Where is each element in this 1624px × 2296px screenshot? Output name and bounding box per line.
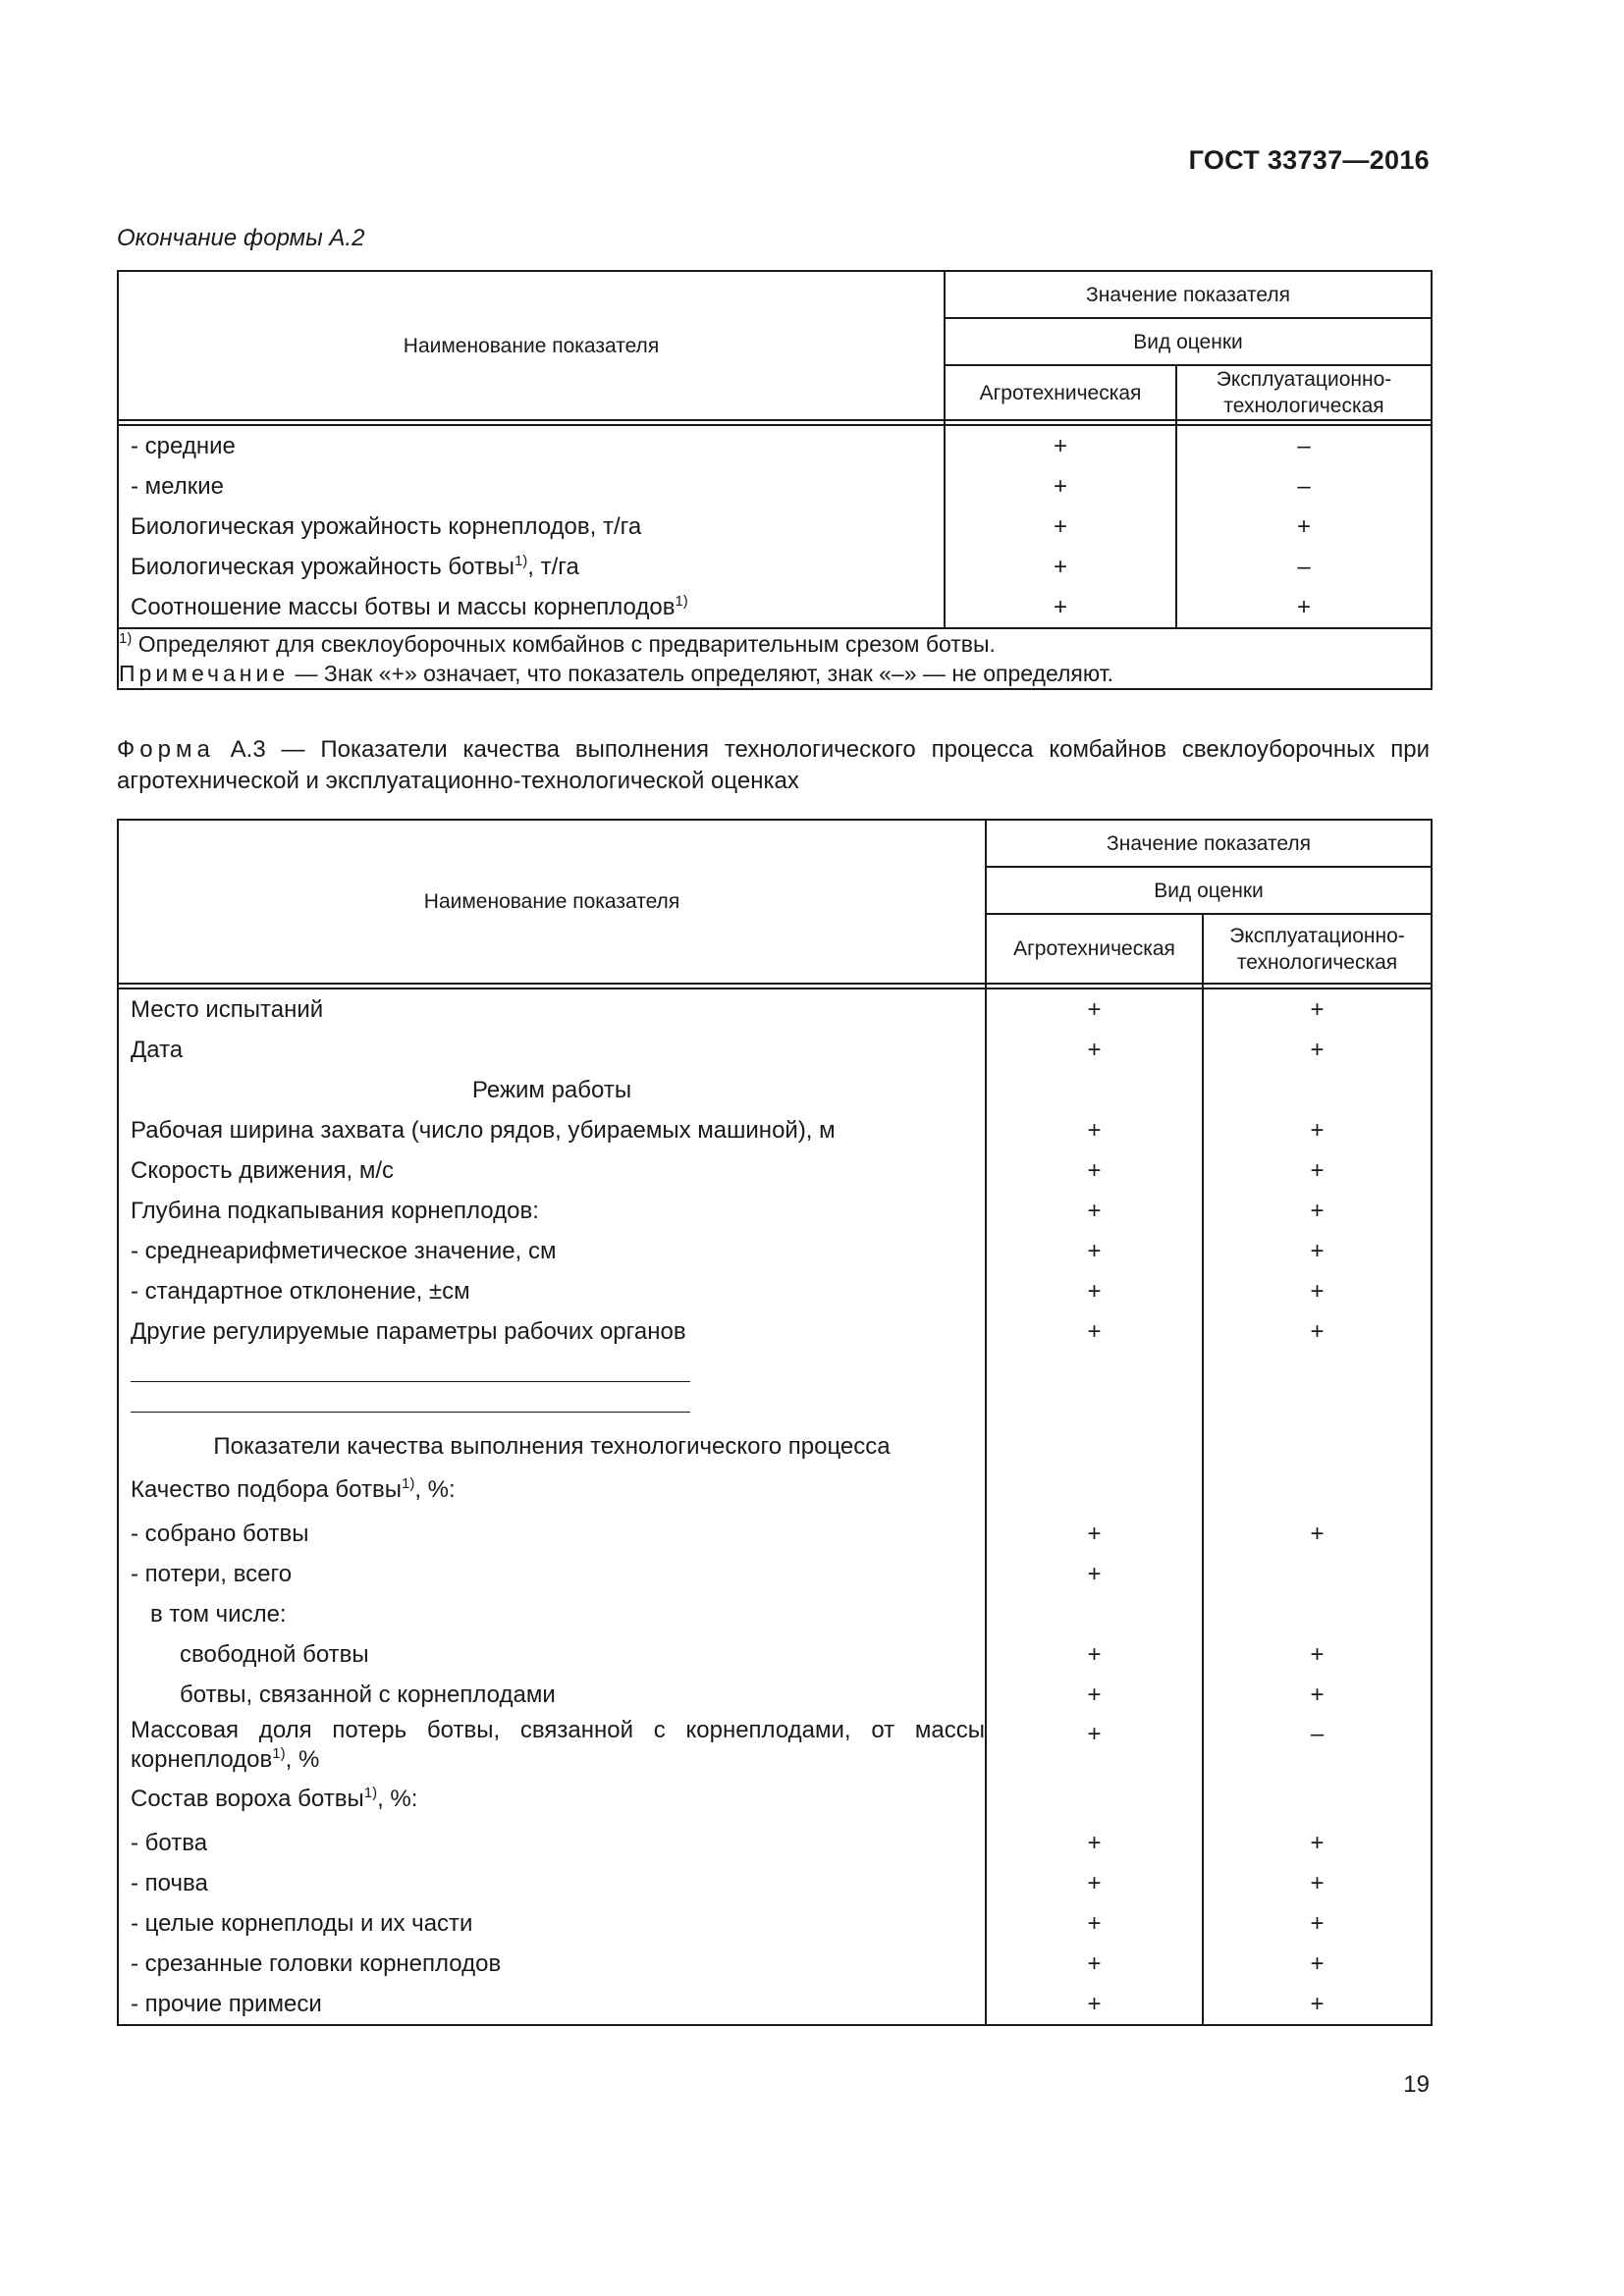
table-row: Другие регулируемые параметры рабочих органов + +	[118, 1311, 1432, 1352]
table-footnote: $^{1)}$ Определяют для свеклоуборочных комбайнов с предварительным срезом ботвы. Примечание — Знак «+» означает, что показатель определяют, знак «–» — не определяют.	[118, 628, 1432, 689]
table-row: Глубина подкапывания корнеплодов: + +	[118, 1191, 1432, 1231]
header-expl: Эксплуатационно- технологическая	[1176, 365, 1432, 420]
header-name: Наименование показателя	[118, 271, 945, 420]
table-row: - собрано ботвы + +	[118, 1514, 1432, 1554]
document-code: ГОСТ 33737—2016	[1188, 145, 1430, 175]
table-row: - срезанные головки корнеплодов + +	[118, 1944, 1432, 1984]
table-row: - ботва + +	[118, 1823, 1432, 1863]
table-row: ботвы, связанной с корнеплодами + +	[118, 1675, 1432, 1715]
table-row: в том числе:	[118, 1594, 1432, 1634]
header-kind: Вид оценки	[945, 318, 1432, 365]
table-row: Состав вороха ботвы$^{1)}$, %:	[118, 1776, 1432, 1823]
page-number: 19	[1403, 2071, 1430, 2098]
section-heading-mode: Режим работы	[118, 1070, 1432, 1110]
table-row: - потери, всего +	[118, 1554, 1432, 1594]
table-row: - почва + +	[118, 1863, 1432, 1903]
table-row: Качество подбора ботвы$^{1)}$, %:	[118, 1467, 1432, 1514]
table-row: Биологическая урожайность ботвы$^{1)}$, т/га + –	[118, 547, 1432, 587]
table-row: Массовая доля потерь ботвы, связанной с корнеплодами, от массы корнеплодов$^{1)}$, % + –	[118, 1715, 1432, 1776]
table-row: Соотношение массы ботвы и массы корнеплодов$^{1)}$ + +	[118, 587, 1432, 628]
table-row: - средние + –	[118, 425, 1432, 466]
header-value: Значение показателя	[986, 820, 1432, 867]
fill-line	[131, 1352, 690, 1382]
table-row: Биологическая урожайность корнеплодов, т/га + +	[118, 507, 1432, 547]
table-continuation-caption: Окончание формы А.2	[117, 225, 365, 251]
blank-fill-lines	[118, 1352, 1432, 1426]
header-name: Наименование показателя	[118, 820, 986, 984]
table-row: - среднеарифметическое значение, см + +	[118, 1231, 1432, 1271]
table-row: - прочие примеси + +	[118, 1984, 1432, 2025]
header-agro: Агротехническая	[945, 365, 1176, 420]
form-a3-title: Форма А.3 — Показатели качества выполнения технологического процесса комбайнов свеклоуборочных при агротехнической и эксплуатационно-технологической оценках	[117, 736, 1430, 794]
table-row: - мелкие + –	[118, 466, 1432, 507]
table-row: Скорость движения, м/с + +	[118, 1150, 1432, 1191]
fill-line	[131, 1382, 690, 1413]
header-expl: Эксплуатационно- технологическая	[1203, 914, 1432, 984]
section-heading-quality: Показатели качества выполнения технологического процесса	[118, 1426, 1432, 1467]
table-row: - стандартное отклонение, ±см + +	[118, 1271, 1432, 1311]
form-a3-table	[117, 819, 1433, 2026]
form-a2-table	[117, 270, 1433, 690]
header-value: Значение показателя	[945, 271, 1432, 318]
header-kind: Вид оценки	[986, 867, 1432, 914]
table-row: - целые корнеплоды и их части + +	[118, 1903, 1432, 1944]
table-row: Рабочая ширина захвата (число рядов, убираемых машиной), м + +	[118, 1110, 1432, 1150]
header-agro: Агротехническая	[986, 914, 1203, 984]
table-row: Место испытаний + +	[118, 988, 1432, 1030]
table-row: Дата + +	[118, 1030, 1432, 1070]
table-row: свободной ботвы + +	[118, 1634, 1432, 1675]
